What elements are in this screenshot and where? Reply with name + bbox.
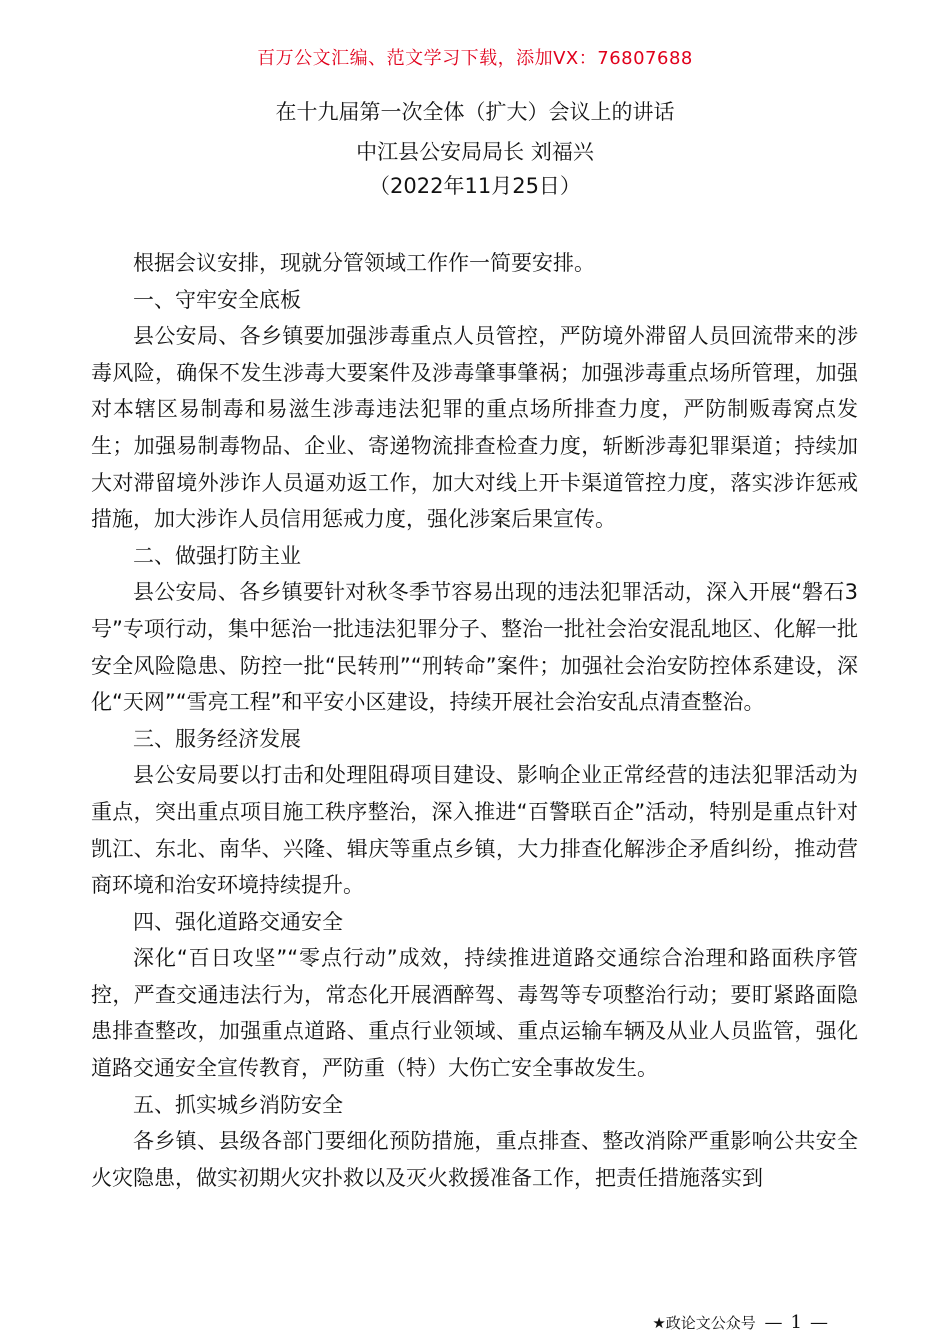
page-number: 1	[790, 1312, 802, 1333]
speech-body	[91, 245, 858, 1196]
page-footer	[652, 1311, 832, 1335]
section-paragraph: 深化“百日攻坚”“零点行动”成效，持续推进道路交通综合治理和路面秩序管控，严查交通违法行为，常态化开展酒醉驾、毒驾等专项整治行动；要盯紧路面隐患排查整改，加强重点道路、重点行业领域、重点运输车辆及从业人员监管，强化道路交通安全宣传教育，严防重（特）大伤亡安全事故发生。	[91, 946, 858, 1081]
footer-source: ★政论文公众号	[652, 1314, 756, 1332]
section-heading: 二、做强打防主业	[133, 543, 301, 568]
speaker-line: 中江县公安局局长 刘福兴	[356, 140, 594, 164]
section-paragraph: 县公安局、各乡镇要加强涉毒重点人员管控，严防境外滞留人员回流带来的涉毒风险，确保不发生涉毒大要案件及涉毒肇事肇祸；加强涉毒重点场所管理，加强对本辖区易制毒和易滋生涉毒违法犯罪的重点场所排查力度，严防制贩毒窝点发生；加强易制毒物品、企业、寄递物流排查检查力度，斩断涉毒犯罪渠道；持续加大对滞留境外涉诈人员逼劝返工作，加大对线上开卡渠道管控力度，落实涉诈惩戒措施，加大涉诈人员信用惩戒力度，强化涉案后果宣传。	[91, 324, 858, 532]
speech-title: 在十九届第一次全体（扩大）会议上的讲话	[275, 100, 675, 124]
speech-date: （2022年11月25日）	[369, 174, 581, 198]
page-number-dash: —	[764, 1312, 783, 1333]
section-paragraph: 县公安局、各乡镇要针对秋冬季节容易出现的违法犯罪活动，深入开展“磐石3号”专项行动，集中惩治一批违法犯罪分子、整治一批社会治安混乱地区、化解一批安全风险隐患、防控一批“民转刑”“刑转命”案件；加强社会治安防控体系建设，深化“天网”“雪亮工程”和平安小区建设，持续开展社会治安乱点清查整治。	[91, 580, 858, 715]
section-heading: 一、守牢安全底板	[133, 287, 301, 312]
intro-paragraph: 根据会议安排，现就分管领域工作作一简要安排。	[133, 251, 595, 275]
section-paragraph: 各乡镇、县级各部门要细化预防措施，重点排查、整改消除严重影响公共安全火灾隐患，做实初期火灾扑救以及灭火救援准备工作，把责任措施落实到	[91, 1129, 858, 1190]
section-heading: 三、服务经济发展	[133, 726, 301, 751]
section-paragraph: 县公安局要以打击和处理阻碍项目建设、影响企业正常经营的违法犯罪活动为重点，突出重点项目施工秩序整治，深入推进“百警联百企”活动，特别是重点针对凯江、东北、南华、兴隆、辑庆等重点乡镇，大力排查化解涉企矛盾纠纷，推动营商环境和治安环境持续提升。	[91, 763, 858, 898]
section-heading: 五、抓实城乡消防安全	[133, 1092, 343, 1117]
section-heading: 四、强化道路交通安全	[133, 909, 343, 934]
page-number-dash: —	[810, 1312, 828, 1333]
promo-banner: 百万公文汇编、范文学习下载，添加VX：76807688	[257, 48, 693, 69]
